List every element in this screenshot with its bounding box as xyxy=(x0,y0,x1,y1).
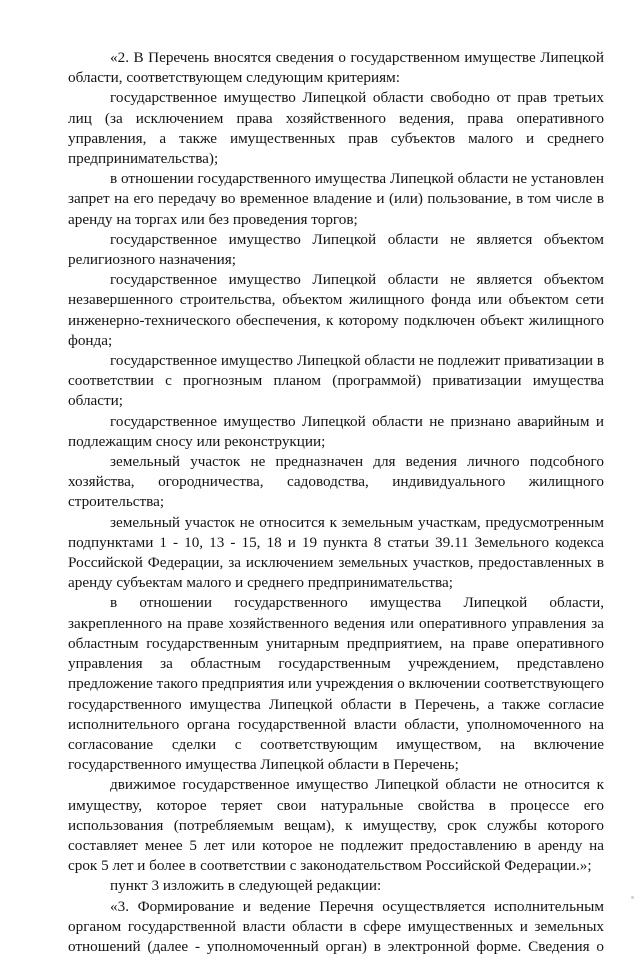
paragraph-not-emergency: государственное имущество Липецкой области не признано аварийным и подлежащим сносу или реконструкции; xyxy=(68,412,604,450)
paragraph-not-unfinished-construction: государственное имущество Липецкой области не является объектом незавершенного строительства, объектом жилищного фонда или объектом сети инженерно-технического обеспечения, к которому подключен объект жилищного фонда; xyxy=(68,271,604,349)
scan-speck xyxy=(631,896,634,899)
paragraph-no-transfer-ban: в отношении государственного имущества Липецкой области не установлен запрет на его передачу во временное владение и (или) пользование, в том числе в аренду на торгах или без проведения торгов; xyxy=(68,170,604,228)
paragraph-not-religious: государственное имущество Липецкой области не является объектом религиозного назначения; xyxy=(68,230,604,269)
paragraph-point-3-amendment: пункт 3 изложить в следующей редакции: xyxy=(110,877,382,895)
paragraph-free-of-rights: государственное имущество Липецкой области свободно от прав третьих лиц (за исключением права хозяйственного ведения, права оперативного управления, а также имущественных прав субъектов малого и среднего предпринимательства); xyxy=(68,89,604,168)
paragraph-not-for-privatization: государственное имущество Липецкой области не подлежит приватизации в соответствии с прогнозным планом (программой) приватизации имущества области; xyxy=(68,352,605,410)
paragraph-land-not-personal-use: земельный участок не предназначен для ведения личного подсобного хозяйства, огородничества, садоводства, индивидуального жилищного строительства; xyxy=(68,453,604,511)
paragraph-criteria-intro: «2. В Перечень вносятся сведения о государственном имуществе Липецкой области, соответствующем следующим критериям: xyxy=(68,49,604,87)
document-page xyxy=(68,48,604,957)
paragraph-point-3-text: «3. Формирование и ведение Перечня осуществляется исполнительным органом государственной власти области в сфере имущественных и земельных отношений (далее - уполномоченный орган) в электронной форме. Сведения о xyxy=(68,897,604,955)
paragraph-movable-property: движимое государственное имущество Липецкой области не относится к имуществу, которое теряет свои натуральные свойства в процессе его использования (потребляемым вещам), к имуществу, срок службы которого составляет менее 5 лет или которое не подлежит предоставлению в аренду на срок 5 лет и более в соответствии с законодательством Российской Федерации.»; xyxy=(68,776,604,875)
paragraph-land-not-subparagraphs: земельный участок не относится к земельным участкам, предусмотренным подпунктами 1 - 10, 13 - 15, 18 и 19 пункта 8 статьи 39.11 Земельного кодекса Российской Федерации, за исключением земельных участков, предоставленных в аренду субъектам малого и среднего предпринимательства; xyxy=(68,513,604,592)
paragraph-enterprise-proposal: в отношении государственного имущества Липецкой области, закрепленного на праве хозяйственного ведения или оперативного управления за областным государственным унитарным предприятием, на праве оперативного управления за областным государственным учреждением, представлено предложение такого предприятия или учреждения о включении соответствующего государственного имущества Липецкой области в Перечень, а также согласие исполнительного органа государственной власти области, уполномоченного на согласование сделки с соответствующим имуществом, на включение государственного имущества Липецкой области в Перечень; xyxy=(68,594,604,774)
